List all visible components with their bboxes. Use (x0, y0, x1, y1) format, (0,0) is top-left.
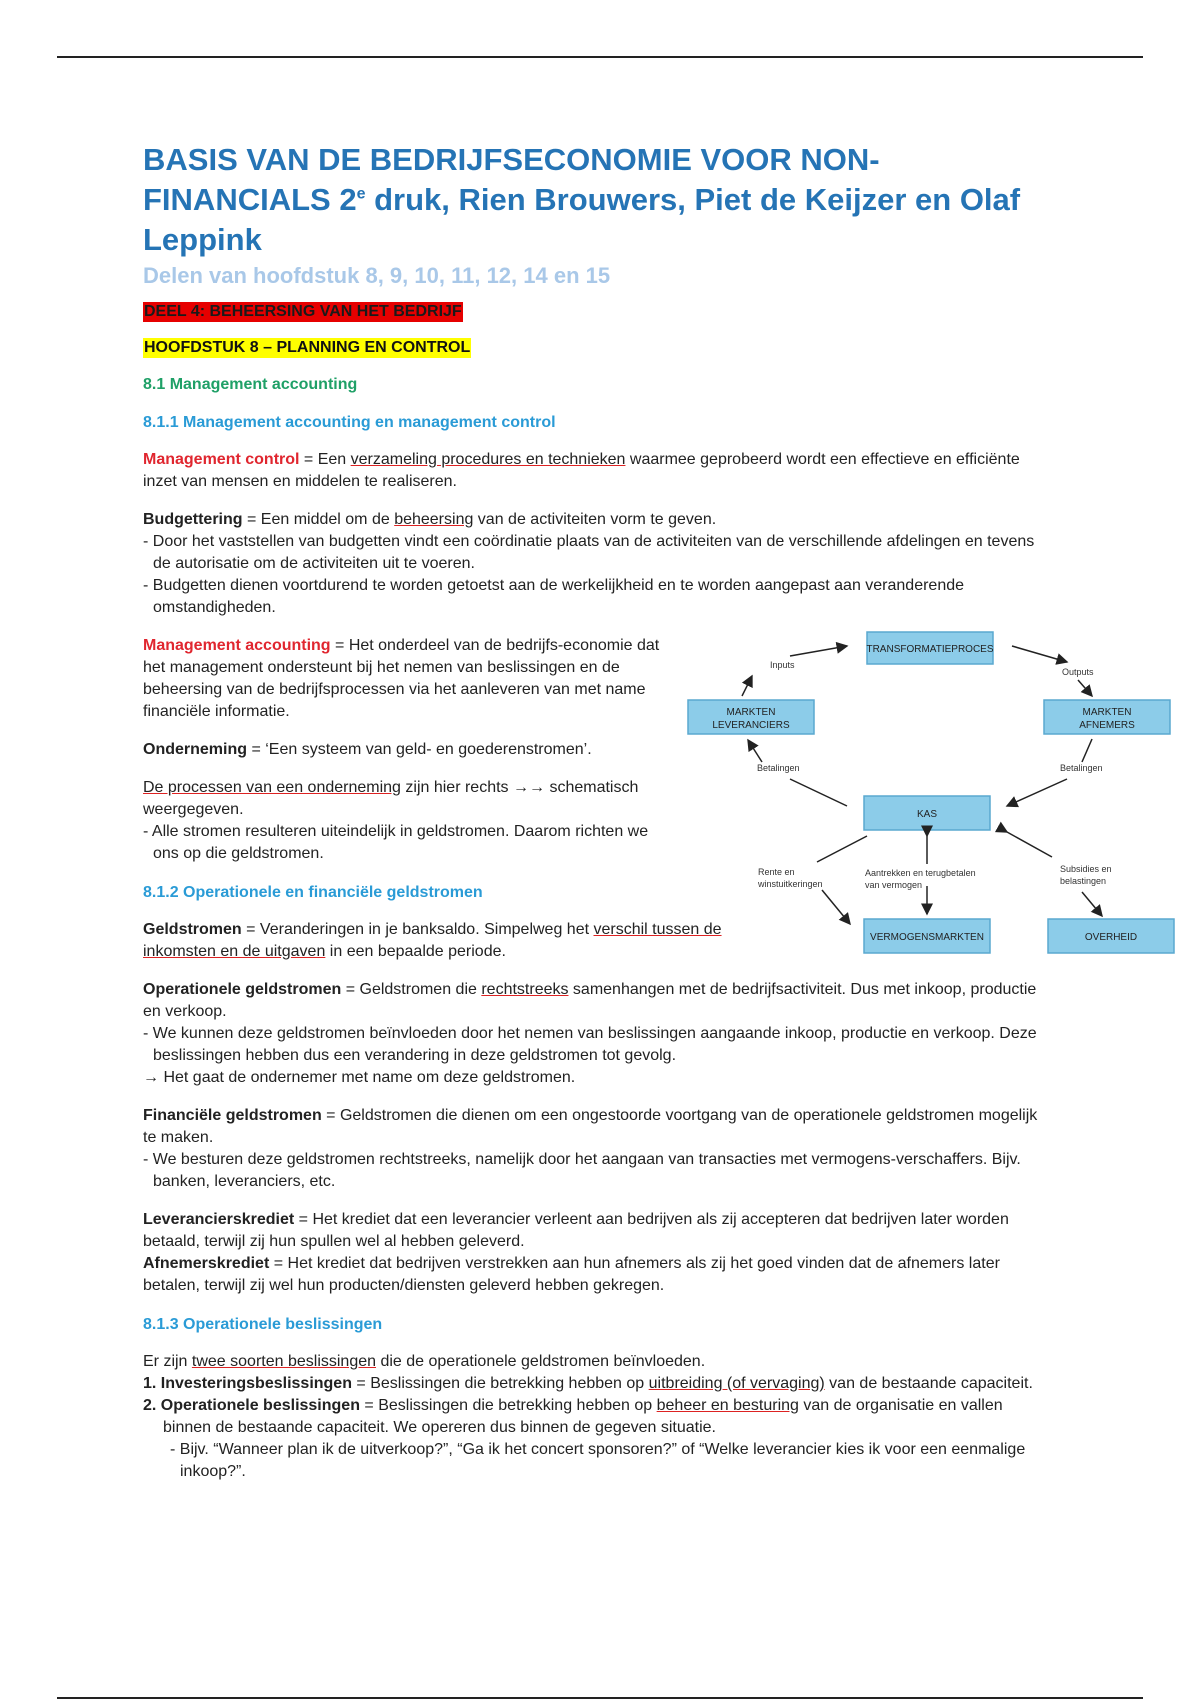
arrow-kas-betalingen (790, 779, 847, 806)
arrow-subsidies-overheid (1082, 892, 1102, 916)
arrow-lev-inputs (742, 676, 752, 696)
krediet-definitions: Leverancierskrediet = Het krediet dat een leverancier verleent aan bedrijven als zij accepteren dat bedrijven later worden betaald, terwijl zij hun spullen wel al hebben geleverd. Afnemerskrediet = Het krediet dat bedrijven verstrekken aan hun afnemers als zij het goed vinden dat de afnemers later betalen, terwijl zij wel hun producten/diensten geleverd hebben gekregen. (143, 1211, 1009, 1294)
section-8-1-2-heading: 8.1.2 Operationele en financiële geldstromen (143, 884, 483, 901)
label-subsidies-1: Subsidies en (1060, 864, 1112, 874)
financiele-geldstromen-definition: Financiële geldstromen = Geldstromen die dienen om een ongestoorde voortgang van de operationele geldstromen mogelijk te maken. - We besturen deze geldstromen rechtstreeks, namelijk door het aangaan van transacties met vermogens-verschaffers. Bijv. banken, leveranciers, etc. (143, 1107, 1038, 1190)
geldstromen-definition: Geldstromen = Veranderingen in je banksaldo. Simpelweg het verschil tussen de inkomsten en de uitgaven in een bepaalde periode. (143, 921, 722, 960)
box-afnemers-label-1: MARKTEN (1082, 707, 1132, 718)
label-aantrekken-2: van vermogen (865, 880, 923, 890)
label-aantrekken-1: Aantrekken en terugbetalen (865, 868, 976, 878)
arrow-rente-vermogen (822, 890, 850, 924)
operationele-geldstromen-definition: Operationele geldstromen = Geldstromen die rechtstreeks samenhangen met de bedrijfsactiviteit. Dus met inkoop, productie en verkoop. - We kunnen deze geldstromen beïnvloeden door het nemen van beslissingen aangaande inkoop, productie en verkoop. Deze beslissingen hebben dus een verandering in deze geldstromen tot gevolg. → Het gaat de ondernemer met name om deze geldstromen. (143, 981, 1037, 1086)
management-accounting-definition: Management accounting = Het onderdeel van de bedrijfs-economie dat het management ondersteunt bij het nemen van beslissingen en de beheersing van de bedrijfsprocessen via het aanleveren van met name financiële informatie. (143, 637, 660, 720)
box-overheid-label: OVERHEID (1084, 932, 1138, 943)
section-8-1-1-heading: 8.1.1 Management accounting en management control (143, 414, 556, 431)
arrow-subsidies-kas (1007, 832, 1052, 857)
label-betalingen-right: Betalingen (1060, 763, 1103, 773)
budgettering-definition: Budgettering = Een middel om de beheersing van de activiteiten vorm te geven. - Door het vaststellen van budgetten vindt een coördinatie plaats van de activiteiten van de verschillende afdelingen en tevens de autorisatie om de activiteiten uit te voeren. - Budgetten dienen voortdurend te worden getoetst aan de werkelijkheid en te worden aangepast aan veranderende omstandigheden. (143, 511, 1035, 616)
label-outputs: Outputs (1062, 667, 1094, 677)
beslissingen-list: Er zijn twee soorten beslissingen die de operationele geldstromen beïnvloeden. 1. Investeringsbeslissingen = Beslissingen die betrekking hebben op uitbreiding (of vervaging) van de bestaande capaciteit. 2. Operationele beslissingen = Beslissingen die betrekking hebben op beheer en besturing van de organisatie en vallen binnen de bestaande capaciteit. We opereren dus binnen de gegeven situatie. - Bijv. “Wanneer plan ik de uitverkoop?”, “Ga ik het concert sponsoren?” of “Welke leverancier kies ik voor een eenmalige inkoop?”. (143, 1353, 1033, 1480)
arrow-inputs-transform (790, 646, 847, 656)
arrow-transform-outputs (1012, 646, 1067, 662)
box-leveranciers-label-2: LEVERANCIERS (712, 720, 790, 731)
box-afnemers-label-2: AFNEMERS (1079, 720, 1135, 731)
label-rente-1: Rente en (758, 867, 795, 877)
section-8-1-3-heading: 8.1.3 Operationele beslissingen (143, 1316, 383, 1333)
label-rente-2: winstuitkeringen (758, 879, 823, 889)
chapter-heading: HOOFDSTUK 8 – PLANNING EN CONTROL (144, 339, 471, 356)
geldstromen-diagram (682, 624, 1182, 964)
onderneming-definition: Onderneming = ‘Een systeem van geld- en goederenstromen’. (143, 741, 592, 758)
label-inputs: Inputs (770, 660, 795, 670)
arrow-kas-rente (817, 836, 867, 862)
box-leveranciers-label-1: MARKTEN (726, 707, 776, 718)
box-vermogensmarkten-label: VERMOGENSMARKTEN (870, 932, 984, 943)
header-rule (57, 56, 1143, 58)
label-subsidies-2: belastingen (1060, 876, 1107, 886)
arrow-outputs-afnemers (1078, 680, 1092, 696)
footer-rule (57, 1697, 1143, 1699)
processen-paragraph: De processen van een onderneming zijn hier rechts →→ schematisch weergegeven. - Alle stromen resulteren uiteindelijk in geldstromen. Daarom richten we ons op die geldstromen. (143, 779, 649, 862)
arrow-betalingen-kas (1007, 779, 1067, 806)
document-subtitle: Delen van hoofdstuk 8, 9, 10, 11, 12, 14 en 15 (143, 263, 611, 288)
section-8-1-heading: 8.1 Management accounting (143, 376, 358, 393)
part-heading: DEEL 4: BEHEERSING VAN HET BEDRIJF (144, 303, 462, 320)
label-betalingen-left: Betalingen (757, 763, 800, 773)
arrow-betalingen-leveranciers (748, 740, 762, 762)
box-transformatieproces-label: TRANSFORMATIEPROCES (866, 644, 994, 655)
document-title: BASIS VAN DE BEDRIJFSECONOMIE VOOR NON-FINANCIALS 2e druk, Rien Brouwers, Piet de Keijzer en Olaf Leppink (143, 142, 1021, 257)
box-kas-label: KAS (916, 809, 938, 820)
arrow-afnemers-betalingen (1082, 739, 1092, 762)
diagram-svg (682, 624, 1182, 964)
management-control-definition: Management control = Een verzameling procedures en technieken waarmee geprobeerd wordt een effectieve en efficiënte inzet van mensen en middelen te realiseren. (143, 451, 1020, 490)
